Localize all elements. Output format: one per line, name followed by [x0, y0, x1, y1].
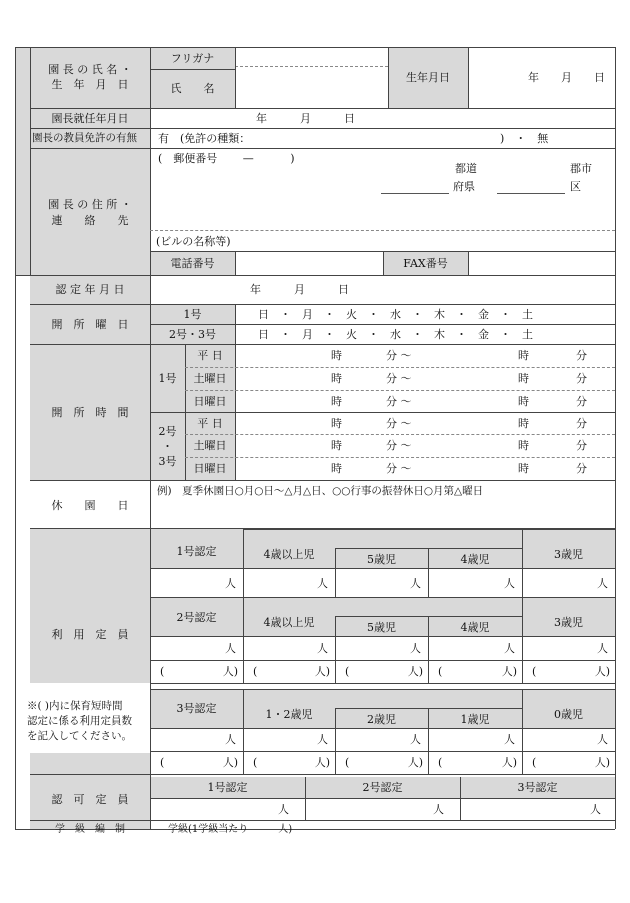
classes-value[interactable]: 学級(1学級当たり 人): [168, 824, 293, 835]
license-label: 園長の教員免許の有無: [32, 132, 137, 144]
cap3-short-total[interactable]: 人): [222, 756, 238, 769]
cap3-age1-value[interactable]: 人: [504, 733, 515, 746]
furigana-input[interactable]: [236, 49, 387, 65]
gunshi-label: 郡市: [570, 162, 592, 175]
cap2-age5-value[interactable]: 人: [410, 642, 421, 655]
fuken-label: 府県: [453, 180, 475, 193]
capacity-label: 利 用 定 員: [51, 628, 129, 641]
appoint-label: 園長就任年月日: [51, 112, 129, 125]
cap3-age12: 1・2歳児: [265, 708, 313, 721]
name-input[interactable]: [236, 70, 387, 106]
cap2-age4-value[interactable]: 人: [504, 642, 515, 655]
cap3-short-open: (: [438, 756, 443, 769]
authorized-label: 認 可 定 員: [51, 793, 129, 806]
days-row2-label: 2号・3号: [169, 328, 216, 341]
appoint-value[interactable]: 年 月 日: [256, 112, 355, 125]
hours-ji[interactable]: 時: [331, 349, 342, 362]
cap1-age5: 5歳児: [367, 553, 396, 566]
holiday-label: 休 園 日: [51, 499, 129, 512]
auth-c3-label: 3号認定: [517, 781, 558, 794]
hours-ji[interactable]: 時: [331, 417, 342, 430]
days-row2-week[interactable]: 日 ・ 月 ・ 火 ・ 水 ・ 木 ・ 金 ・ 土: [258, 328, 533, 341]
phone-input[interactable]: [236, 252, 382, 274]
auth-c2-label: 2号認定: [362, 781, 403, 794]
cap2-cert-label: 2号認定: [176, 611, 217, 624]
days-row1-label: 1号: [183, 308, 202, 321]
hours-fun-end[interactable]: 分: [576, 395, 587, 408]
fax-input[interactable]: [469, 252, 614, 274]
cap2-short-open: (: [532, 665, 537, 678]
cap1-cert-label: 1号認定: [176, 545, 217, 558]
cap3-age2-value[interactable]: 人: [410, 733, 421, 746]
birth-value[interactable]: 年 月 日: [528, 71, 605, 84]
hours-fun-end[interactable]: 分: [576, 372, 587, 385]
cap2-age4plus: 4歳以上児: [263, 616, 315, 629]
cap2-short-open: (: [438, 665, 443, 678]
cap2-short-age3[interactable]: 人): [594, 665, 610, 678]
cap3-short-open: (: [345, 756, 350, 769]
todo-label: 都道: [455, 162, 477, 175]
cap3-short-age0[interactable]: 人): [594, 756, 610, 769]
hours-fun-kara[interactable]: 分 〜: [386, 439, 412, 452]
auth-c1-label: 1号認定: [207, 781, 248, 794]
cap2-short-age5[interactable]: 人): [407, 665, 423, 678]
cap2-short-open: (: [253, 665, 258, 678]
cap3-total-value[interactable]: 人: [225, 733, 236, 746]
cap1-age4plus: 4歳以上児: [263, 548, 315, 561]
ku-label: 区: [570, 180, 581, 193]
cap3-short-age1[interactable]: 人): [501, 756, 517, 769]
left-strip-shade: [15, 47, 30, 275]
principal-name-label-2: 生 年 月 日: [51, 78, 129, 91]
cap2-short-open: (: [345, 665, 350, 678]
cap3-age12-value[interactable]: 人: [317, 733, 328, 746]
cap3-age0-value[interactable]: 人: [597, 733, 608, 746]
cap2-short-total[interactable]: 人): [222, 665, 238, 678]
license-value[interactable]: 有 (免許の種類：: [158, 132, 251, 145]
principal-name-label-1: 園 長 の 氏 名 ・: [48, 63, 132, 76]
cap3-short-open: (: [532, 756, 537, 769]
capacity-note-3: を記入してください。: [27, 730, 132, 742]
cap2-age3-value[interactable]: 人: [597, 642, 608, 655]
birth-label: 生年月日: [406, 71, 450, 84]
cap3-short-age2[interactable]: 人): [407, 756, 423, 769]
hours-ji-end[interactable]: 時: [518, 349, 529, 362]
postal-code[interactable]: ( 郵便番号 — ): [158, 152, 295, 165]
hours-row-label: 平 日: [197, 417, 223, 430]
cap1-age4-value[interactable]: 人: [504, 577, 515, 590]
cap1-age5-value[interactable]: 人: [410, 577, 421, 590]
cap3-age2: 2歳児: [367, 713, 396, 726]
address-label-2: 連 絡 先: [51, 214, 129, 227]
hours-row-label: 土曜日: [193, 372, 227, 385]
days-row1-week[interactable]: 日 ・ 月 ・ 火 ・ 水 ・ 木 ・ 金 ・ 土: [258, 308, 533, 321]
cap3-short-age12[interactable]: 人): [314, 756, 330, 769]
hours-ji[interactable]: 時: [331, 372, 342, 385]
cap2-age5: 5歳児: [367, 621, 396, 634]
hours-fun-end[interactable]: 分: [576, 417, 587, 430]
hours-ji-end[interactable]: 時: [518, 439, 529, 452]
hours-ji-end[interactable]: 時: [518, 372, 529, 385]
auth-c2-value[interactable]: 人: [433, 803, 444, 816]
cap2-age3: 3歳児: [554, 616, 583, 629]
cap2-age4plus-value[interactable]: 人: [317, 642, 328, 655]
hours-ji-end[interactable]: 時: [518, 417, 529, 430]
hours-ji-end[interactable]: 時: [518, 462, 529, 475]
license-close[interactable]: ) ・ 無: [500, 132, 549, 145]
holiday-example[interactable]: 例) 夏季休園日○月○日〜△月△日、○○行事の振替休日○月第△曜日: [157, 485, 484, 497]
cap2-short-age4plus[interactable]: 人): [314, 665, 330, 678]
hours-group2-b: ・: [162, 440, 173, 453]
cap3-age1: 1歳児: [460, 713, 490, 726]
address-label-1: 園 長 の 住 所 ・: [48, 198, 132, 211]
hours-row-label: 土曜日: [193, 439, 227, 452]
hours-ji-end[interactable]: 時: [518, 395, 529, 408]
cap1-total-value[interactable]: 人: [225, 577, 236, 590]
cap3-short-open: (: [253, 756, 258, 769]
cap1-age4plus-value[interactable]: 人: [317, 577, 328, 590]
cap2-short-age4[interactable]: 人): [501, 665, 517, 678]
hours-row-label: 日曜日: [193, 462, 227, 475]
hours-row-label: 平 日: [197, 349, 223, 362]
auth-c3-value[interactable]: 人: [590, 803, 601, 816]
capacity-note-2: 認定に係る利用定員数: [27, 715, 132, 727]
cap1-age3-value[interactable]: 人: [597, 577, 608, 590]
hours-group2-c: 3号: [158, 455, 177, 468]
hours-group2-a: 2号: [158, 425, 177, 438]
certification-value[interactable]: 年 月 日: [250, 283, 349, 296]
classes-label: 学 級 編 制: [55, 824, 125, 835]
days-label: 開 所 曜 日: [51, 318, 129, 331]
hours-fun-kara[interactable]: 分 〜: [386, 417, 412, 430]
cap3-age0: 0歳児: [554, 708, 583, 721]
hours-ji[interactable]: 時: [331, 439, 342, 452]
phone-label: 電話番号: [170, 257, 215, 270]
hours-fun-end[interactable]: 分: [576, 349, 587, 362]
building-label: (ビルの名称等): [156, 235, 231, 248]
cap2-short-open: (: [160, 665, 165, 678]
hours-fun-kara[interactable]: 分 〜: [386, 349, 412, 362]
hours-row-label: 日曜日: [193, 395, 227, 408]
hours-fun-end[interactable]: 分: [576, 439, 587, 452]
furigana-label: フリガナ: [170, 52, 215, 65]
fax-label: FAX番号: [403, 257, 448, 270]
cap1-age4: 4歳児: [460, 553, 490, 566]
hours-fun-kara[interactable]: 分 〜: [386, 462, 412, 475]
auth-c1-value[interactable]: 人: [278, 803, 289, 816]
cap1-age3: 3歳児: [554, 548, 583, 561]
certification-label: 認 定 年 月 日: [55, 283, 125, 296]
cap3-cert-label: 3号認定: [176, 702, 217, 715]
hours-ji[interactable]: 時: [331, 395, 342, 408]
hours-label: 開 所 時 間: [51, 406, 129, 419]
cap2-age4: 4歳児: [460, 621, 490, 634]
hours-group1: 1号: [158, 372, 177, 385]
capacity-note-1: ※( )内に保育短時間: [27, 700, 123, 712]
hours-ji[interactable]: 時: [331, 462, 342, 475]
hours-fun-kara[interactable]: 分 〜: [386, 395, 412, 408]
hours-fun-kara[interactable]: 分 〜: [386, 372, 412, 385]
cap3-short-open: (: [160, 756, 165, 769]
hours-fun-end[interactable]: 分: [576, 462, 587, 475]
shimei-label: 氏 名: [170, 82, 215, 95]
cap2-total-value[interactable]: 人: [225, 642, 236, 655]
